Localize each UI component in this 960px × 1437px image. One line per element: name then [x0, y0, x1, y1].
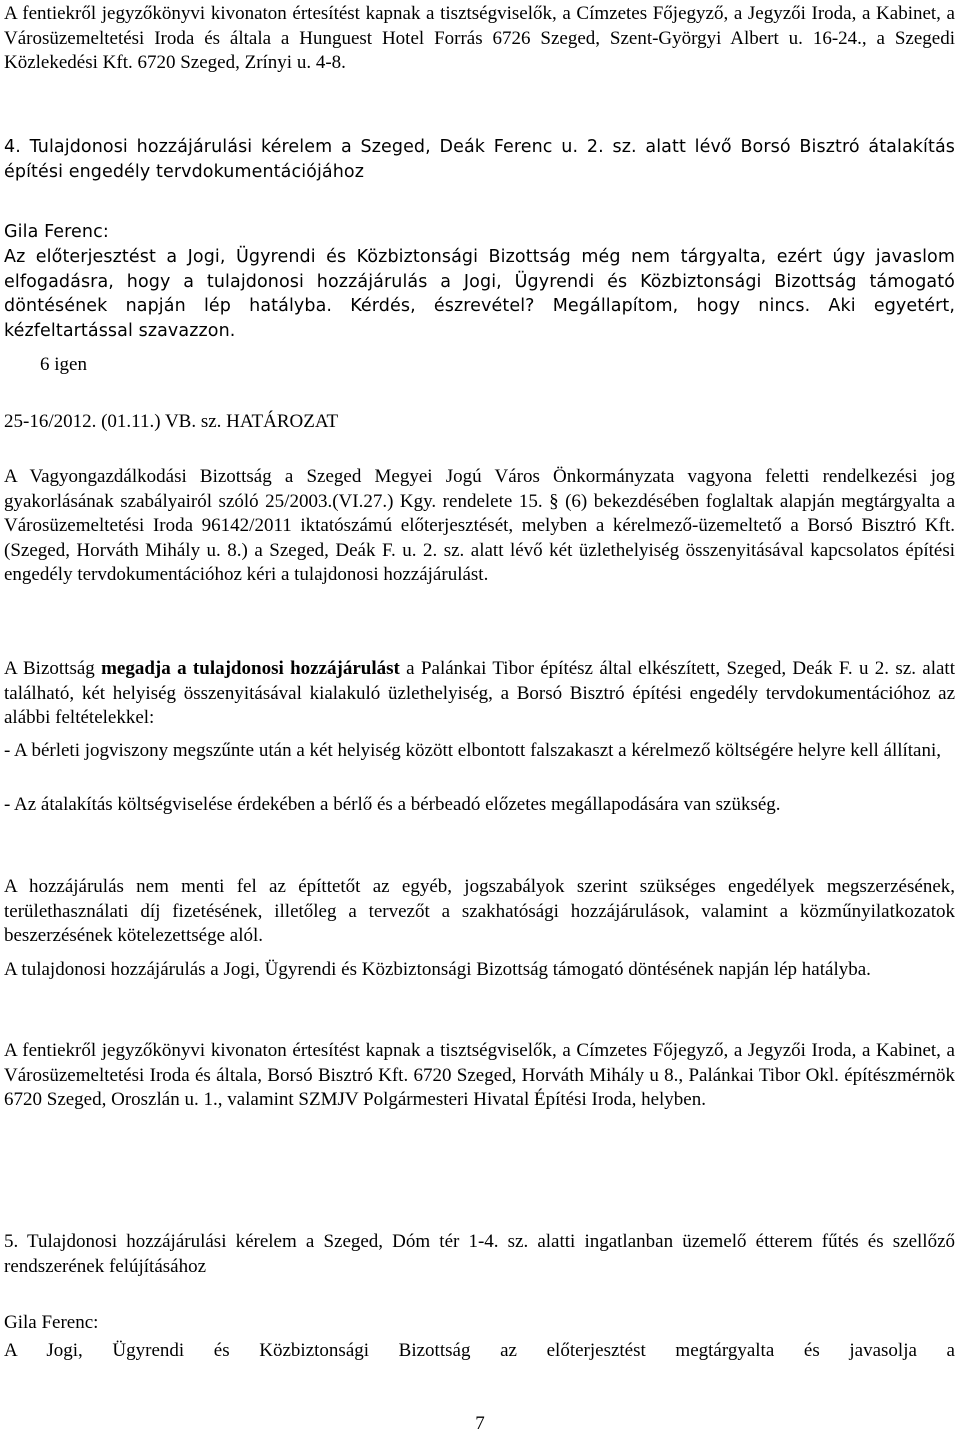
decision-number: 25-16/2012. (01.11.) VB. sz. HATÁROZAT: [4, 411, 339, 432]
condition-2: - Az átalakítás költségviselése érdekében a bérlő és a bérbeadó előzetes megállapodására van szükség.: [4, 794, 781, 815]
vote-result: 6 igen: [40, 354, 87, 375]
item-5-title: 5. Tulajdonosi hozzájárulási kérelem a Szeged, Dóm tér 1-4. sz. alatti ingatlanban üzemelő étterem fűtés és szellőző rendszerének felújításához: [4, 1231, 955, 1277]
decision-paragraph-2: [4, 657, 955, 731]
item-4-speaker: Gila Ferenc:: [4, 222, 109, 242]
decision-paragraph-4: A tulajdonosi hozzájárulás a Jogi, Ügyrendi és Közbiztonsági Bizottság támogató döntésének napján lép hatályba.: [4, 959, 871, 980]
page-number: 7: [475, 1413, 485, 1434]
decision-paragraph-2-bold: megadja a tulajdonosi hozzájárulást: [101, 658, 400, 679]
decision-paragraph-3: A hozzájárulás nem menti fel az építtetőt az egyéb, jogszabályok szerint szükséges engedélyek megszerzésének, területhasználati díj fizetésének, illetőleg a tervezőt a szakhatósági hozzájárulások, valamint a közműnyilatkozatok beszerzésének kötelezettsége alól.: [4, 876, 955, 946]
item-5-speaker: Gila Ferenc:: [4, 1312, 99, 1333]
condition-1: - A bérleti jogviszony megszűnte után a két helyiség között elbontott falszakaszt a kérelmező költségére helyre kell állítani,: [4, 740, 942, 761]
decision-paragraph-2-pre: A Bizottság: [4, 658, 102, 679]
item-4-title: 4. Tulajdonosi hozzájárulási kérelem a Szeged, Deák Ferenc u. 2. sz. alatt lévő Borsó Bisztró átalakítás építési engedély tervdokumentációjához: [4, 137, 955, 182]
decision-paragraph-2-post: a Palánkai Tibor építész által elkészített, Szeged, Deák F. u 2. sz. alatt található, két helyiség összenyitásával kialakuló üzlethelyiség, a Borsó Bisztró építési engedély tervdokumentációhoz az alábbi feltételekkel:: [4, 658, 955, 728]
intro-paragraph: A fentiekről jegyzőkönyvi kivonaton értesítést kapnak a tisztségviselők, a Címzetes Főjegyző, a Jegyzői Iroda, a Kabinet, a Városüzemeltetési Iroda és általa a Hunguest Hotel Forrás 6726 Szeged, Szent-Györgyi Albert u. 16-24., a Szegedi Közlekedési Kft. 6720 Szeged, Zrínyi u. 4-8.: [4, 3, 955, 73]
decision-paragraph-1: A Vagyongazdálkodási Bizottság a Szeged Megyei Jogú Város Önkormányzata vagyona feletti rendelkezési jog gyakorlásának szabályairól szóló 25/2003.(VI.27.) Kgy. rendelete 15. § (6) bekezdésében foglaltak alapján megtárgyalta a Városüzemeltetési Iroda 96142/2011 iktatószámú előterjesztését, melyben a kérelmező-üzemeltető a Borsó Bisztró Kft. (Szeged, Horváth Mihály u. 8.) a Szeged, Deák F. u. 2. sz. alatt lévő két üzlethelyiség összenyitásával kapcsolatos építési engedély tervdokumentációhoz kéri a tulajdonosi hozzájárulást.: [4, 466, 955, 585]
item-4-speech: Az előterjesztést a Jogi, Ügyrendi és Közbiztonsági Bizottság még nem tárgyalta, ezért úgy javaslom elfogadásra, hogy a tulajdonosi hozzájárulás a Jogi, Ügyrendi és Közbiztonsági Bizottság támogató döntésének napján lép hatályba. Kérdés, észrevétel? Megállapítom, hogy nincs. Aki egyetért, kézfeltartással szavazzon.: [4, 247, 955, 341]
distribution-paragraph: A fentiekről jegyzőkönyvi kivonaton értesítést kapnak a tisztségviselők, a Címzetes Főjegyző, a Jegyzői Iroda, a Kabinet, a Városüzemeltetési Iroda és általa, Borsó Bisztró Kft. 6720 Szeged, Horváth Mihály u 8., Palánkai Tibor Okl. építészmérnök 6720 Szeged, Oroszlán u. 1., valamint SZMJV Polgármesteri Hivatal Építési Iroda, helyben.: [4, 1040, 955, 1110]
item-5-speech: A Jogi, Ügyrendi és Közbiztonsági Bizottság az előterjesztést megtárgyalta és javasolja a: [4, 1340, 955, 1361]
